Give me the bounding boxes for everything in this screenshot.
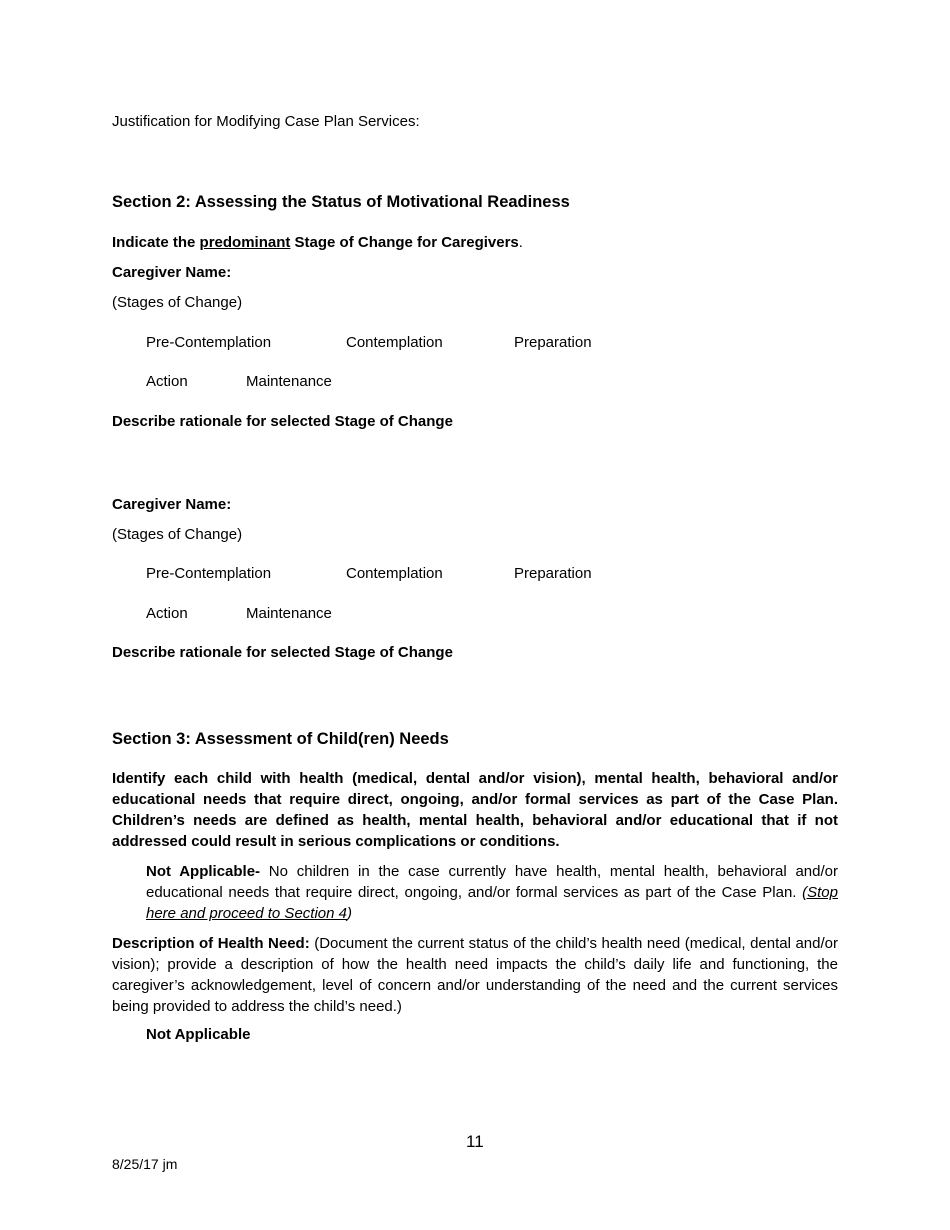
health-need-description	[112, 933, 838, 1017]
justification-label: Justification for Modifying Case Plan Services:	[112, 113, 420, 130]
indicate-period: .	[518, 234, 523, 251]
section-3-heading: Section 3: Assessment of Child(ren) Needs	[112, 730, 449, 748]
not-applicable-label: Not Applicable-	[146, 863, 261, 880]
option-maintenance[interactable]: Maintenance	[246, 605, 332, 622]
identify-instruction: Identify each child with health (medical, dental and/or vision), mental health, behavioral and/or educational needs that require direct, ongoing, and/or formal services as part of the Case Plan. Children’s needs are defined as health, mental health, behavioral and/or educational that if not addressed could result in serious complications or conditions.	[112, 770, 838, 850]
option-action[interactable]: Action	[146, 605, 188, 622]
caregiver-name-label: Caregiver Name:	[112, 264, 232, 281]
section-2-heading: Section 2: Assessing the Status of Motivational Readiness	[112, 193, 570, 211]
not-applicable-2-option[interactable]: Not Applicable	[146, 1026, 251, 1043]
indicate-pre: Indicate the	[112, 234, 200, 251]
option-preparation[interactable]: Preparation	[514, 565, 592, 582]
stop-instruction: (Stop here and proceed to Section 4	[146, 884, 838, 922]
stop-instruction-close: )	[346, 905, 352, 922]
rationale-label: Describe rationale for selected Stage of Change	[112, 413, 453, 430]
option-action[interactable]: Action	[146, 373, 188, 390]
health-need-label: Description of Health Need:	[112, 935, 310, 952]
option-contemplation[interactable]: Contemplation	[346, 334, 443, 351]
indicate-post: Stage of Change for Caregivers	[290, 234, 519, 251]
stages-label: (Stages of Change)	[112, 294, 243, 311]
indicate-instruction	[112, 233, 523, 253]
health-need-text: (Document the current status of the child’s health need (medical, dental and/or vision); provide a description of how the health need impacts the child’s daily life and functioning, the caregiver’s acknowledgement, level of concern and/or understanding of the need and the current services being provided to address the child’s need.)	[112, 935, 838, 1015]
option-pre-contemplation[interactable]: Pre-Contemplation	[146, 565, 272, 582]
indicate-underlined: predominant	[199, 234, 291, 251]
option-preparation[interactable]: Preparation	[514, 334, 592, 351]
option-pre-contemplation[interactable]: Pre-Contemplation	[146, 334, 272, 351]
option-maintenance[interactable]: Maintenance	[246, 373, 332, 390]
date-stamp: 8/25/17 jm	[112, 1156, 178, 1172]
not-applicable-text: No children in the case currently have health, mental health, behavioral and/or educational needs that require direct, ongoing, and/or formal services as part of the Case Plan.	[146, 863, 838, 901]
not-applicable-option[interactable]	[146, 861, 838, 924]
caregiver-name-label: Caregiver Name:	[112, 496, 232, 513]
stages-label: (Stages of Change)	[112, 526, 243, 543]
rationale-label: Describe rationale for selected Stage of Change	[112, 644, 453, 661]
page-number: 11	[466, 1132, 484, 1151]
option-contemplation[interactable]: Contemplation	[346, 565, 443, 582]
